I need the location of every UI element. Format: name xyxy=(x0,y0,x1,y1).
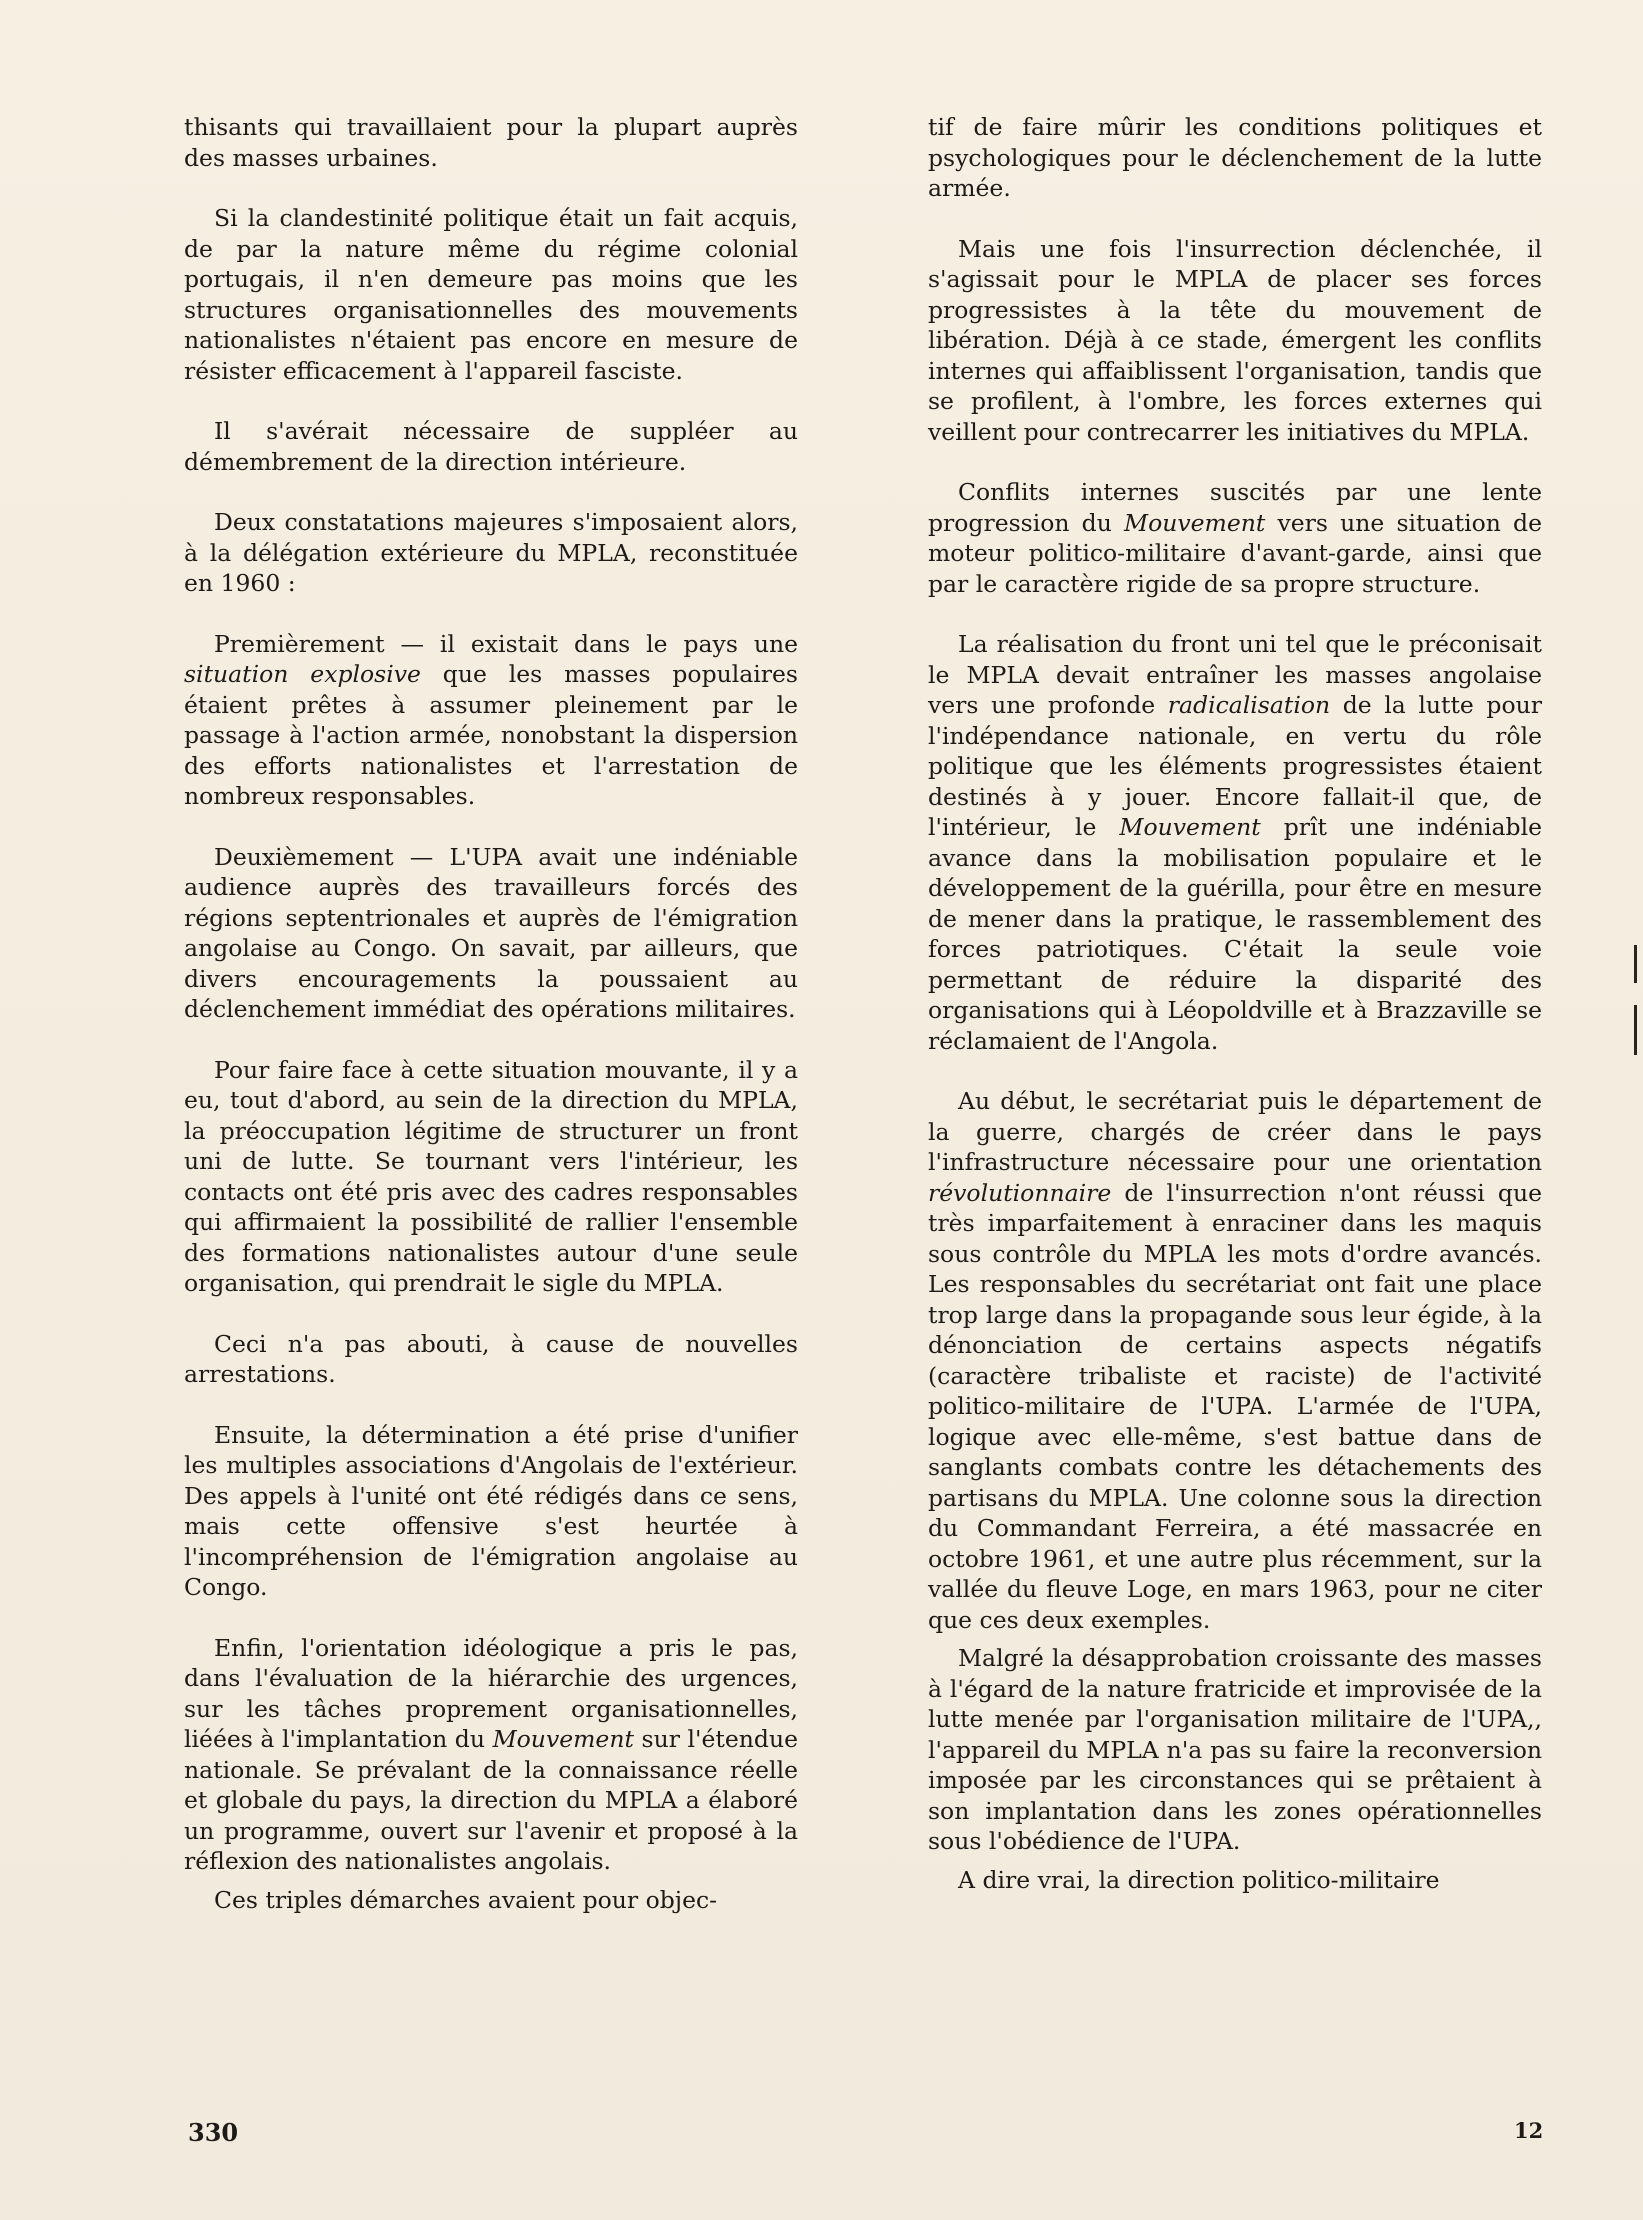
text-run: Conflits internes suscités par une lente progression du xyxy=(928,478,1542,537)
edge-mark xyxy=(1634,1005,1637,1055)
paragraph xyxy=(928,477,1542,599)
emphasis: Mouvement xyxy=(492,1725,634,1753)
paragraph xyxy=(928,629,1542,1056)
paragraph: Ensuite, la détermination a été prise d'unifier les multiples associations d'Angolais de l'extérieur. Des appels à l'unité ont été rédigés dans ce sens, mais cette offensive s'est heurtée à l'incompréhension de l'émigration angolaise au Congo. xyxy=(184,1420,798,1601)
left-column xyxy=(184,112,798,1945)
emphasis: Mouvement xyxy=(1119,813,1261,841)
paragraph xyxy=(928,1086,1542,1635)
text-run: Enfin, l'orientation idéologique a pris le pas, dans l'évaluation de la hiérarchie des urgences, sur les tâches proprement organisationnelles, liéées à l'implantation du xyxy=(184,1633,798,1753)
paragraph: Malgré la désapprobation croissante des masses à l'égard de la nature fratricide et improvisée de la lutte menée par l'organisation militaire de l'UPA,, l'appareil du MPLA n'a pas su faire la reconversion imposée par les circonstances qui se prêtaient à son implantation dans les zones opérationnelles sous l'obédience de l'UPA. xyxy=(928,1644,1542,1855)
paragraph: tif de faire mûrir les conditions politiques et psychologiques pour le déclenchement de la lutte armée. xyxy=(928,113,1542,202)
page-number-left: 330 xyxy=(188,2118,239,2147)
edge-mark xyxy=(1634,945,1637,983)
emphasis: radicalisation xyxy=(1167,691,1331,719)
page-number-right: 12 xyxy=(1514,2118,1544,2143)
paragraph: Deuxièmement — L'UPA avait une indéniable audience auprès des travailleurs forcés des régions septentrionales et auprès de l'émigration angolaise au Congo. On savait, par ailleurs, que divers encouragements la poussaient au déclenchement immédiat des opérations militaires. xyxy=(184,842,798,1023)
paragraph: Ces triples démarches avaient pour objec- xyxy=(214,1885,718,1914)
emphasis: révolutionnaire xyxy=(928,1178,1112,1207)
paragraph: Si la clandestinité politique était un fait acquis, de par la nature même du régime colonial portugais, il n'en demeure pas moins que les structures organisationnelles des mouvements nationalistes n'étaient pas encore en mesure de résister efficacement à l'appareil fasciste. xyxy=(184,204,798,385)
text-run: prît une indéniable avance dans la mobilisation populaire et le développement de la guérilla, pour être en mesure de mener dans la pratique, le rassemblement des forces patriotiques. C'était la seule voie permettant de réduire la disparité des organisations qui à Léopoldville et à Brazzaville se réclamaient de l'Angola. xyxy=(928,813,1542,1055)
paragraph: Mais une fois l'insurrection déclenchée, il s'agissait pour le MPLA de placer ses forces progressistes à la tête du mouvement de libération. Déjà à ce stade, émergent les conflits internes qui affaiblissent l'organisation, tandis que se profilent, à l'ombre, les forces externes qui veillent pour contrecarrer les initiatives du MPLA. xyxy=(928,234,1542,446)
paragraph: A dire vrai, la direction politico-militaire xyxy=(958,1865,1440,1894)
text-run: vers une situation de moteur politico-militaire d'avant-garde, ainsi que par le caractère rigide de sa propre structure. xyxy=(928,508,1542,598)
emphasis: Mouvement xyxy=(1124,508,1266,537)
text-run: La réalisation du front uni tel que le préconisait le MPLA devait entraîner les masses angolaise vers une profonde xyxy=(928,630,1542,719)
text-run: Au début, le secrétariat puis le département de la guerre, chargés de créer dans le pays l'infrastructure nécessaire pour une orientation xyxy=(928,1087,1542,1176)
paragraph: Pour faire face à cette situation mouvante, il y a eu, tout d'abord, au sein de la direction du MPLA, la préoccupation légitime de structurer un front uni de lutte. Se tournant vers l'intérieur, les contacts ont été pris avec des cadres responsables qui affirmaient la possibilité de rallier l'ensemble des formations nationalistes autour d'une seule organisation, qui prendrait le sigle du MPLA. xyxy=(184,1055,798,1297)
emphasis: situation explosive xyxy=(184,660,421,688)
text-run: sur l'étendue nationale. Se prévalant de la connaissance réelle et globale du pays, la direction du MPLA a élaboré un programme, ouvert sur l'avenir et proposé à la réflexion des nationalistes angolais. xyxy=(184,1725,798,1875)
paragraph: Il s'avérait nécessaire de suppléer au démembrement de la direction intérieure. xyxy=(184,417,798,476)
paragraph: Deux constatations majeures s'imposaient alors, à la délégation extérieure du MPLA, reconstituée en 1960 : xyxy=(184,508,798,597)
paragraph xyxy=(184,629,798,812)
paragraph xyxy=(184,1633,798,1877)
text-run: de l'insurrection n'ont réussi que très imparfaitement à enraciner dans les maquis sous contrôle du MPLA les mots d'ordre avancés. Les responsables du secrétariat ont fait une place trop large dans la propagande sous leur égide, à la dénonciation de certains aspects négatifs (caractère tribaliste et raciste) de l'activité politico-militaire de l'UPA. L'armée de l'UPA, logique avec elle-même, s'est battue dans de sanglants combats contre les détachements des partisans du MPLA. Une colonne sous la direction du Commandant Ferreira, a été massacrée en octobre 1961, et une autre plus récemment, sur la vallée du fleuve Loge, en mars 1963, pour ne citer que ces deux exemples. xyxy=(928,1178,1542,1634)
text-run: de la lutte pour l'indépendance nationale, en vertu du rôle politique que les éléments progressistes étaient destinés à y jouer. Encore fallait-il que, de l'intérieur, le xyxy=(928,691,1542,841)
text-run: que les masses populaires étaient prêtes à assumer pleinement par le passage à l'action armée, nonobstant la dispersion des efforts nationalistes et l'arrestation de nombreux responsables. xyxy=(184,660,798,810)
paragraph: thisants qui travaillaient pour la plupart auprès des masses urbaines. xyxy=(184,113,798,172)
right-column xyxy=(928,112,1542,1925)
text-run: Premièrement — il existait dans le pays une xyxy=(214,629,798,658)
paragraph: Ceci n'a pas abouti, à cause de nouvelles arrestations. xyxy=(184,1329,798,1388)
